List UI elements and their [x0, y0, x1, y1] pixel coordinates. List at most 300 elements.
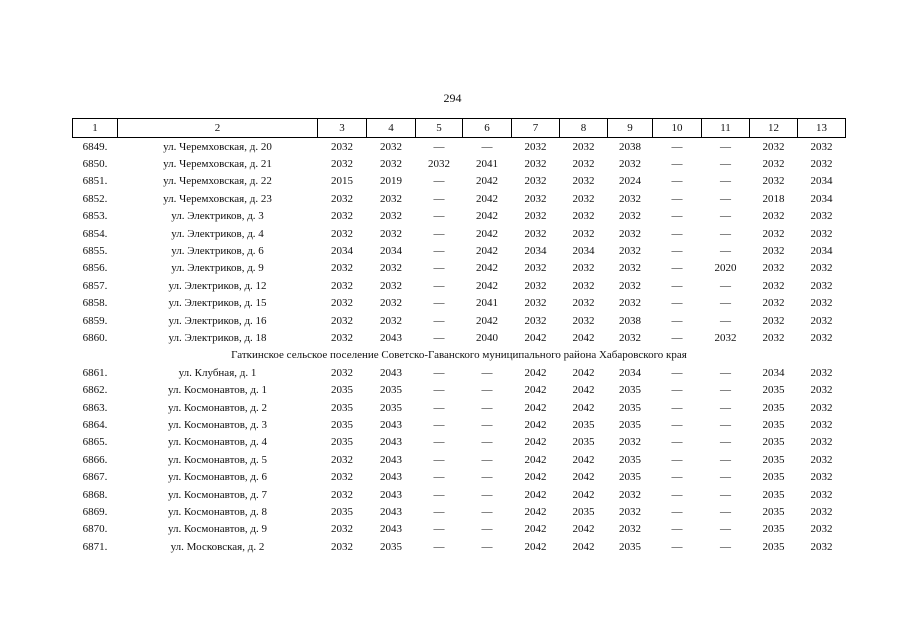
year-cell: — — [671, 314, 683, 327]
year-cell: 2042 — [524, 540, 547, 553]
table-row — [73, 364, 846, 381]
year-cell: 2032 — [331, 488, 353, 501]
year-cell: — — [720, 488, 731, 501]
year-cell: — — [481, 453, 493, 466]
year-cell: 2041 — [476, 158, 498, 171]
year-cell: — — [720, 418, 731, 431]
table-row — [73, 451, 846, 468]
table-body — [73, 138, 846, 556]
year-cell: 2032 — [619, 210, 641, 223]
table-row — [73, 260, 846, 277]
year-cell: 2032 — [380, 192, 402, 205]
year-cell: — — [720, 227, 731, 240]
year-cell: — — [720, 436, 731, 449]
year-cell: 2032 — [619, 279, 641, 292]
table-row — [73, 295, 846, 312]
address-cell: ул. Электриков, д. 15 — [168, 297, 267, 310]
column-header: 13 — [798, 119, 846, 138]
year-cell: 2032 — [762, 314, 785, 327]
year-cell: 2042 — [524, 418, 547, 431]
row-number: 6858. — [82, 297, 108, 310]
year-cell: 2032 — [524, 158, 547, 171]
year-cell: 2035 — [331, 436, 353, 449]
row-number: 6850. — [82, 158, 108, 171]
year-cell: 2042 — [572, 523, 595, 536]
year-cell: 2032 — [619, 192, 641, 205]
row-number: 6859. — [82, 314, 108, 327]
year-cell: 2042 — [572, 453, 595, 466]
year-cell: — — [433, 523, 445, 536]
year-cell: 2032 — [762, 245, 785, 258]
row-number: 6870. — [82, 523, 108, 536]
column-header: 2 — [118, 119, 318, 138]
year-cell: 2032 — [810, 158, 833, 171]
year-cell: 2032 — [524, 314, 547, 327]
year-cell: 2032 — [762, 158, 785, 171]
year-cell: 2015 — [331, 175, 353, 188]
year-cell: 2034 — [762, 366, 785, 379]
year-cell: 2032 — [572, 279, 595, 292]
address-cell: ул. Электриков, д. 16 — [168, 314, 267, 327]
year-cell: — — [720, 158, 731, 171]
year-cell: — — [720, 453, 731, 466]
column-header: 1 — [73, 119, 118, 138]
year-cell: — — [671, 210, 683, 223]
year-cell: 2032 — [810, 314, 833, 327]
year-cell: 2020 — [714, 262, 737, 275]
column-header: 5 — [416, 119, 463, 138]
year-cell: 2035 — [331, 401, 353, 414]
column-header: 6 — [463, 119, 512, 138]
year-cell: — — [720, 401, 731, 414]
year-cell: 2032 — [810, 210, 833, 223]
year-cell: 2042 — [476, 175, 498, 188]
year-cell: — — [720, 192, 731, 205]
year-cell: 2032 — [619, 436, 641, 449]
section-row — [73, 347, 846, 364]
table-row — [73, 329, 846, 346]
year-cell: 2032 — [619, 227, 641, 240]
table-row — [73, 138, 846, 156]
year-cell: 2035 — [762, 523, 785, 536]
year-cell: 2032 — [331, 279, 353, 292]
year-cell: 2035 — [762, 384, 785, 397]
year-cell: — — [671, 227, 683, 240]
year-cell: 2043 — [380, 488, 402, 501]
year-cell: — — [720, 471, 731, 484]
year-cell: 2032 — [810, 505, 833, 518]
row-number: 6861. — [82, 366, 108, 379]
year-cell: 2042 — [524, 401, 547, 414]
year-cell: 2042 — [476, 227, 498, 240]
year-cell: 2032 — [524, 140, 547, 153]
year-cell: — — [671, 245, 683, 258]
row-number: 6864. — [82, 418, 108, 431]
year-cell: 2032 — [331, 210, 353, 223]
year-cell: — — [433, 453, 445, 466]
year-cell: 2032 — [619, 297, 641, 310]
row-number: 6869. — [82, 505, 108, 518]
row-number: 6865. — [82, 436, 108, 449]
year-cell: — — [671, 297, 683, 310]
year-cell: — — [433, 140, 445, 153]
year-cell: — — [671, 471, 683, 484]
year-cell: 2032 — [810, 227, 833, 240]
year-cell: 2035 — [331, 505, 353, 518]
table-header — [73, 119, 846, 138]
table-row — [73, 155, 846, 172]
year-cell: — — [481, 418, 493, 431]
year-cell: 2035 — [619, 401, 641, 414]
year-cell: 2042 — [476, 245, 498, 258]
year-cell: — — [671, 331, 683, 344]
year-cell: 2032 — [810, 471, 833, 484]
row-number: 6862. — [82, 384, 108, 397]
row-number: 6854. — [82, 227, 108, 240]
year-cell: 2032 — [331, 540, 353, 553]
year-cell: 2042 — [524, 384, 547, 397]
year-cell: 2041 — [476, 297, 498, 310]
year-cell: — — [671, 436, 683, 449]
year-cell: 2042 — [476, 210, 498, 223]
year-cell: — — [720, 297, 731, 310]
year-cell: 2035 — [572, 436, 595, 449]
year-cell: 2032 — [762, 227, 785, 240]
year-cell: 2032 — [810, 523, 833, 536]
address-cell: ул. Клубная, д. 1 — [178, 366, 257, 379]
row-number: 6867. — [82, 471, 108, 484]
address-cell: ул. Космонавтов, д. 8 — [167, 505, 268, 518]
year-cell: 2032 — [810, 279, 833, 292]
year-cell: — — [433, 175, 445, 188]
year-cell: — — [720, 245, 731, 258]
row-number: 6851. — [82, 175, 108, 188]
year-cell: 2032 — [331, 366, 353, 379]
year-cell: 2032 — [524, 175, 547, 188]
year-cell: 2032 — [762, 279, 785, 292]
row-number: 6852. — [82, 192, 108, 205]
year-cell: 2032 — [380, 279, 402, 292]
year-cell: 2032 — [810, 436, 833, 449]
year-cell: 2032 — [810, 262, 833, 275]
year-cell: — — [433, 192, 445, 205]
year-cell: 2032 — [619, 262, 641, 275]
year-cell: 2032 — [572, 210, 595, 223]
year-cell: — — [481, 471, 493, 484]
year-cell: 2035 — [762, 453, 785, 466]
table-row — [73, 312, 846, 329]
year-cell: 2032 — [380, 262, 402, 275]
column-header: 8 — [560, 119, 608, 138]
year-cell: 2042 — [476, 314, 498, 327]
year-cell: 2032 — [572, 297, 595, 310]
year-cell: — — [433, 331, 445, 344]
year-cell: 2043 — [380, 453, 402, 466]
column-header: 3 — [318, 119, 367, 138]
year-cell: 2043 — [380, 418, 402, 431]
year-cell: 2032 — [762, 297, 785, 310]
year-cell: 2042 — [572, 540, 595, 553]
year-cell: 2032 — [762, 210, 785, 223]
year-cell: 2032 — [331, 453, 353, 466]
year-cell: — — [671, 488, 683, 501]
year-cell: — — [671, 262, 683, 275]
year-cell: 2032 — [810, 540, 833, 553]
year-cell: 2035 — [572, 418, 595, 431]
year-cell: 2035 — [380, 540, 402, 553]
year-cell: 2032 — [762, 140, 785, 153]
year-cell: 2034 — [331, 245, 353, 258]
year-cell: — — [433, 227, 445, 240]
year-cell: — — [671, 140, 683, 153]
year-cell: 2035 — [619, 453, 641, 466]
year-cell: 2043 — [380, 436, 402, 449]
year-cell: — — [481, 366, 493, 379]
year-cell: — — [671, 505, 683, 518]
year-cell: — — [720, 366, 731, 379]
year-cell: 2032 — [572, 140, 595, 153]
year-cell: 2042 — [572, 384, 595, 397]
year-cell: — — [671, 418, 683, 431]
table-row — [73, 190, 846, 207]
year-cell: 2032 — [619, 245, 641, 258]
year-cell: 2032 — [572, 158, 595, 171]
year-cell: 2032 — [810, 140, 833, 153]
year-cell: — — [481, 436, 493, 449]
year-cell: 2032 — [619, 505, 641, 518]
year-cell: 2032 — [524, 279, 547, 292]
year-cell: — — [433, 418, 445, 431]
year-cell: 2024 — [619, 175, 641, 188]
table-row — [73, 468, 846, 485]
address-cell: ул. Космонавтов, д. 7 — [167, 488, 268, 501]
year-cell: — — [671, 523, 683, 536]
year-cell: 2032 — [331, 314, 353, 327]
year-cell: — — [671, 453, 683, 466]
address-cell: ул. Электриков, д. 18 — [168, 331, 267, 344]
year-cell: 2032 — [331, 262, 353, 275]
year-cell: 2034 — [524, 245, 547, 258]
address-cell: ул. Черемховская, д. 23 — [163, 192, 272, 205]
year-cell: — — [481, 523, 493, 536]
address-cell: ул. Электриков, д. 3 — [171, 210, 264, 223]
year-cell: 2042 — [572, 471, 595, 484]
year-cell: 2032 — [572, 175, 595, 188]
year-cell: — — [433, 505, 445, 518]
year-cell: 2034 — [810, 192, 833, 205]
year-cell: 2034 — [810, 175, 833, 188]
year-cell: 2043 — [380, 523, 402, 536]
year-cell: 2035 — [762, 418, 785, 431]
year-cell: 2032 — [331, 523, 353, 536]
year-cell: — — [720, 505, 731, 518]
year-cell: 2032 — [762, 331, 785, 344]
year-cell: — — [671, 366, 683, 379]
table-row — [73, 503, 846, 520]
year-cell: 2032 — [810, 418, 833, 431]
year-cell: 2032 — [572, 262, 595, 275]
page-number: 294 — [443, 91, 462, 105]
year-cell: — — [433, 210, 445, 223]
year-cell: 2042 — [524, 488, 547, 501]
section-title: Гаткинское сельское поселение Советско-Гаванского муниципального района Хабаровского края — [231, 349, 687, 362]
year-cell: 2032 — [524, 297, 547, 310]
year-cell: 2034 — [619, 366, 641, 379]
year-cell: 2035 — [762, 505, 785, 518]
address-cell: ул. Электриков, д. 6 — [171, 245, 264, 258]
year-cell: 2042 — [524, 436, 547, 449]
year-cell: — — [433, 488, 445, 501]
year-cell: — — [481, 488, 493, 501]
year-cell: 2043 — [380, 471, 402, 484]
year-cell: 2042 — [524, 366, 547, 379]
year-cell: 2032 — [572, 227, 595, 240]
row-number: 6853. — [82, 210, 108, 223]
year-cell: — — [720, 384, 731, 397]
year-cell: 2032 — [380, 158, 402, 171]
row-number: 6868. — [82, 488, 108, 501]
table-row — [73, 277, 846, 294]
year-cell: 2032 — [428, 158, 450, 171]
year-cell: 2032 — [331, 471, 353, 484]
column-header: 11 — [702, 119, 750, 138]
table-row — [73, 486, 846, 503]
table-row — [73, 399, 846, 416]
year-cell: 2032 — [524, 262, 547, 275]
year-cell: — — [671, 175, 683, 188]
year-cell: — — [433, 436, 445, 449]
year-cell: 2042 — [524, 453, 547, 466]
address-cell: ул. Космонавтов, д. 2 — [167, 401, 268, 414]
year-cell: 2035 — [762, 540, 785, 553]
address-cell: ул. Космонавтов, д. 4 — [167, 436, 268, 449]
column-header: 9 — [608, 119, 653, 138]
row-number: 6871. — [82, 540, 108, 553]
year-cell: 2032 — [810, 366, 833, 379]
year-cell: 2032 — [810, 331, 833, 344]
year-cell: 2035 — [762, 471, 785, 484]
year-cell: 2032 — [810, 401, 833, 414]
year-cell: 2042 — [524, 505, 547, 518]
year-cell: 2042 — [476, 192, 498, 205]
year-cell: — — [671, 279, 683, 292]
year-cell: 2034 — [380, 245, 402, 258]
address-cell: ул. Черемховская, д. 20 — [163, 140, 272, 153]
year-cell: 2035 — [619, 471, 641, 484]
column-header: 4 — [367, 119, 416, 138]
year-cell: 2042 — [524, 523, 547, 536]
year-cell: 2038 — [619, 140, 641, 153]
year-cell: 2035 — [762, 401, 785, 414]
year-cell: 2032 — [380, 314, 402, 327]
year-cell: 2035 — [331, 418, 353, 431]
year-cell: 2032 — [331, 227, 353, 240]
year-cell: 2032 — [810, 297, 833, 310]
year-cell: 2035 — [762, 436, 785, 449]
year-cell: — — [481, 505, 493, 518]
year-cell: 2034 — [810, 245, 833, 258]
table-row — [73, 381, 846, 398]
year-cell: 2042 — [572, 366, 595, 379]
year-cell: 2035 — [331, 384, 353, 397]
year-cell: 2032 — [572, 314, 595, 327]
address-cell: ул. Космонавтов, д. 9 — [167, 523, 268, 536]
row-number: 6849. — [82, 140, 108, 153]
table-row — [73, 242, 846, 259]
row-number: 6855. — [82, 245, 108, 258]
year-cell: 2032 — [810, 453, 833, 466]
year-cell: 2032 — [331, 331, 353, 344]
year-cell: — — [433, 384, 445, 397]
address-cell: ул. Электриков, д. 9 — [171, 262, 264, 275]
year-cell: 2032 — [572, 192, 595, 205]
year-cell: 2042 — [572, 401, 595, 414]
year-cell: 2043 — [380, 366, 402, 379]
row-number: 6866. — [82, 453, 108, 466]
year-cell: — — [433, 279, 445, 292]
address-cell: ул. Московская, д. 2 — [170, 540, 265, 553]
year-cell: 2042 — [476, 279, 498, 292]
year-cell: 2032 — [331, 192, 353, 205]
year-cell: — — [433, 471, 445, 484]
year-cell: 2035 — [380, 384, 402, 397]
year-cell: — — [671, 401, 683, 414]
address-cell: ул. Космонавтов, д. 3 — [167, 418, 268, 431]
year-cell: — — [671, 384, 683, 397]
year-cell: 2032 — [380, 227, 402, 240]
year-cell: — — [720, 279, 731, 292]
year-cell: 2032 — [331, 140, 353, 153]
column-header: 10 — [653, 119, 702, 138]
table-row — [73, 521, 846, 538]
column-header: 7 — [512, 119, 560, 138]
year-cell: 2032 — [524, 210, 547, 223]
address-cell: ул. Космонавтов, д. 1 — [167, 384, 268, 397]
row-number: 6856. — [82, 262, 108, 275]
year-cell: 2032 — [331, 158, 353, 171]
row-number: 6857. — [82, 279, 108, 292]
year-cell: — — [481, 384, 493, 397]
year-cell: 2042 — [476, 262, 498, 275]
address-cell: ул. Электриков, д. 12 — [168, 279, 267, 292]
year-cell: 2035 — [572, 505, 595, 518]
year-cell: 2032 — [762, 262, 785, 275]
year-cell: 2032 — [524, 227, 547, 240]
year-cell: 2032 — [380, 210, 402, 223]
year-cell: 2035 — [619, 418, 641, 431]
address-cell: ул. Черемховская, д. 21 — [163, 158, 272, 171]
year-cell: — — [720, 523, 731, 536]
year-cell: 2034 — [572, 245, 595, 258]
year-cell: — — [433, 262, 445, 275]
table-row — [73, 434, 846, 451]
year-cell: — — [433, 297, 445, 310]
address-cell: ул. Черемховская, д. 22 — [163, 175, 272, 188]
year-cell: — — [433, 245, 445, 258]
year-cell: — — [671, 158, 683, 171]
year-cell: 2035 — [380, 401, 402, 414]
year-cell: — — [720, 210, 731, 223]
year-cell: — — [671, 540, 683, 553]
year-cell: 2038 — [619, 314, 641, 327]
year-cell: 2032 — [810, 384, 833, 397]
year-cell: — — [433, 401, 445, 414]
year-cell: — — [720, 175, 731, 188]
year-cell: — — [481, 540, 493, 553]
table-row — [73, 173, 846, 190]
year-cell: 2043 — [380, 331, 402, 344]
year-cell: 2042 — [572, 488, 595, 501]
